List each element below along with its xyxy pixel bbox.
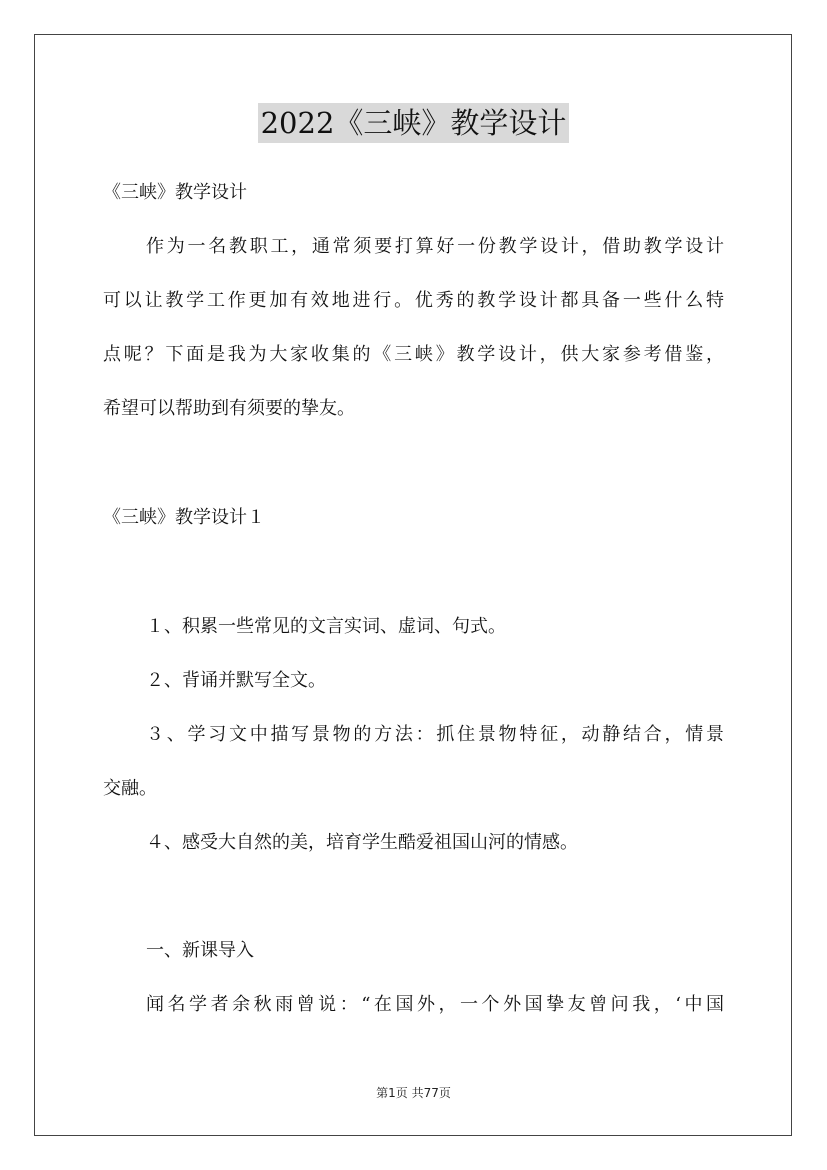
objective-3: ３、学习文中描写景物的方法：抓住景物特征，动静结合，情景 <box>146 724 724 745</box>
heading-design: 《三峡》教学设计 <box>103 182 247 203</box>
intro-line-4: 希望可以帮助到有须要的挚友。 <box>103 398 355 419</box>
document-title: 2022《三峡》教学设计 <box>258 103 570 143</box>
section-paragraph-line: 闻名学者余秋雨曾说：“在国外，一个外国挚友曾问我，‘中国 <box>146 994 724 1015</box>
title-container <box>0 103 827 143</box>
objective-4: ４、感受大自然的美，培育学生酷爱祖国山河的情感。 <box>146 832 578 853</box>
objective-1: １、积累一些常见的文言实词、虚词、句式。 <box>146 616 506 637</box>
objective-2: ２、背诵并默写全文。 <box>146 670 326 691</box>
page-number: 第1页 共77页 <box>376 1086 451 1100</box>
intro-line-3: 点呢？下面是我为大家收集的《三峡》教学设计，供大家参考借鉴， <box>103 344 724 365</box>
intro-line-2: 可以让教学工作更加有效地进行。优秀的教学设计都具备一些什么特 <box>103 290 724 311</box>
intro-line-1: 作为一名教职工，通常须要打算好一份教学设计，借助教学设计 <box>146 236 724 257</box>
objective-3-continued: 交融。 <box>103 778 157 799</box>
heading-design-1: 《三峡》教学设计１ <box>103 507 265 528</box>
section-heading: 一、新课导入 <box>146 940 254 961</box>
